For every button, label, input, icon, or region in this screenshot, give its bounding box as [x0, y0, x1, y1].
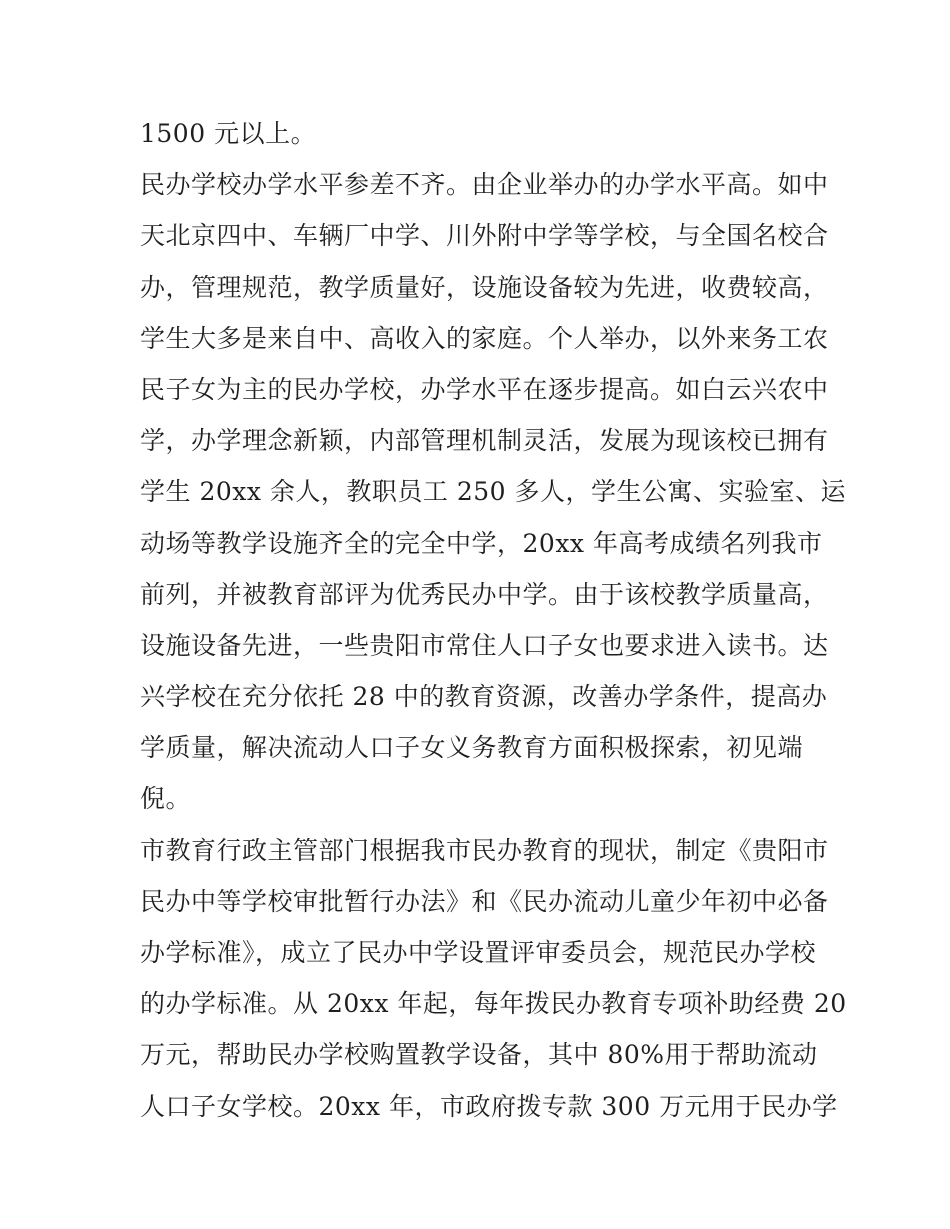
text-line: 民办中等学校审批暂行办法》和《民办流动儿童少年初中必备	[140, 886, 829, 916]
text-line: 人口子女学校。20xx 年，市政府拨专款 300 万元用于民办学	[140, 1091, 838, 1121]
text-line: 学，办学理念新颖，内部管理机制灵活，发展为现该校已拥有	[140, 426, 829, 456]
text-line: 民子女为主的民办学校，办学水平在逐步提高。如白云兴农中	[140, 374, 829, 404]
text-line: 兴学校在充分依托 28 中的教育资源，改善办学条件，提高办	[140, 682, 828, 712]
text-line: 学质量，解决流动人口子女义务教育方面积极探索，初见端	[140, 733, 804, 763]
text-line: 天北京四中、车辆厂中学、川外附中学等学校，与全国名校合	[140, 221, 829, 251]
text-line: 民办学校办学水平参差不齐。由企业举办的办学水平高。如中	[140, 170, 829, 200]
text-line: 倪。	[140, 784, 192, 814]
text-line: 学生 20xx 余人，教职员工 250 多人，学生公寓、实验室、运	[140, 477, 847, 507]
text-line: 动场等教学设施齐全的完全中学，20xx 年高考成绩名列我市	[140, 528, 823, 558]
text-line: 1500 元以上。	[140, 119, 317, 148]
text-line: 前列，并被教育部评为优秀民办中学。由于该校教学质量高，	[140, 579, 829, 609]
text-line: 办学标准》，成立了民办中学设置评审委员会，规范民办学校	[140, 938, 817, 967]
text-line: 的办学标准。从 20xx 年起，每年拨民办教育专项补助经费 20	[140, 989, 847, 1019]
document-body	[140, 108, 847, 1132]
text-line: 办，管理规范，教学质量好，设施设备较为先进，收费较高，	[140, 272, 829, 302]
text-line: 万元，帮助民办学校购置教学设备，其中 80%用于帮助流动	[140, 1040, 818, 1070]
text-line: 设施设备先进，一些贵阳市常住人口子女也要求进入读书。达	[140, 630, 829, 660]
text-line: 学生大多是来自中、高收入的家庭。个人举办，以外来务工农	[140, 323, 829, 353]
text-line: 市教育行政主管部门根据我市民办教育的现状，制定《贵阳市	[140, 835, 829, 865]
